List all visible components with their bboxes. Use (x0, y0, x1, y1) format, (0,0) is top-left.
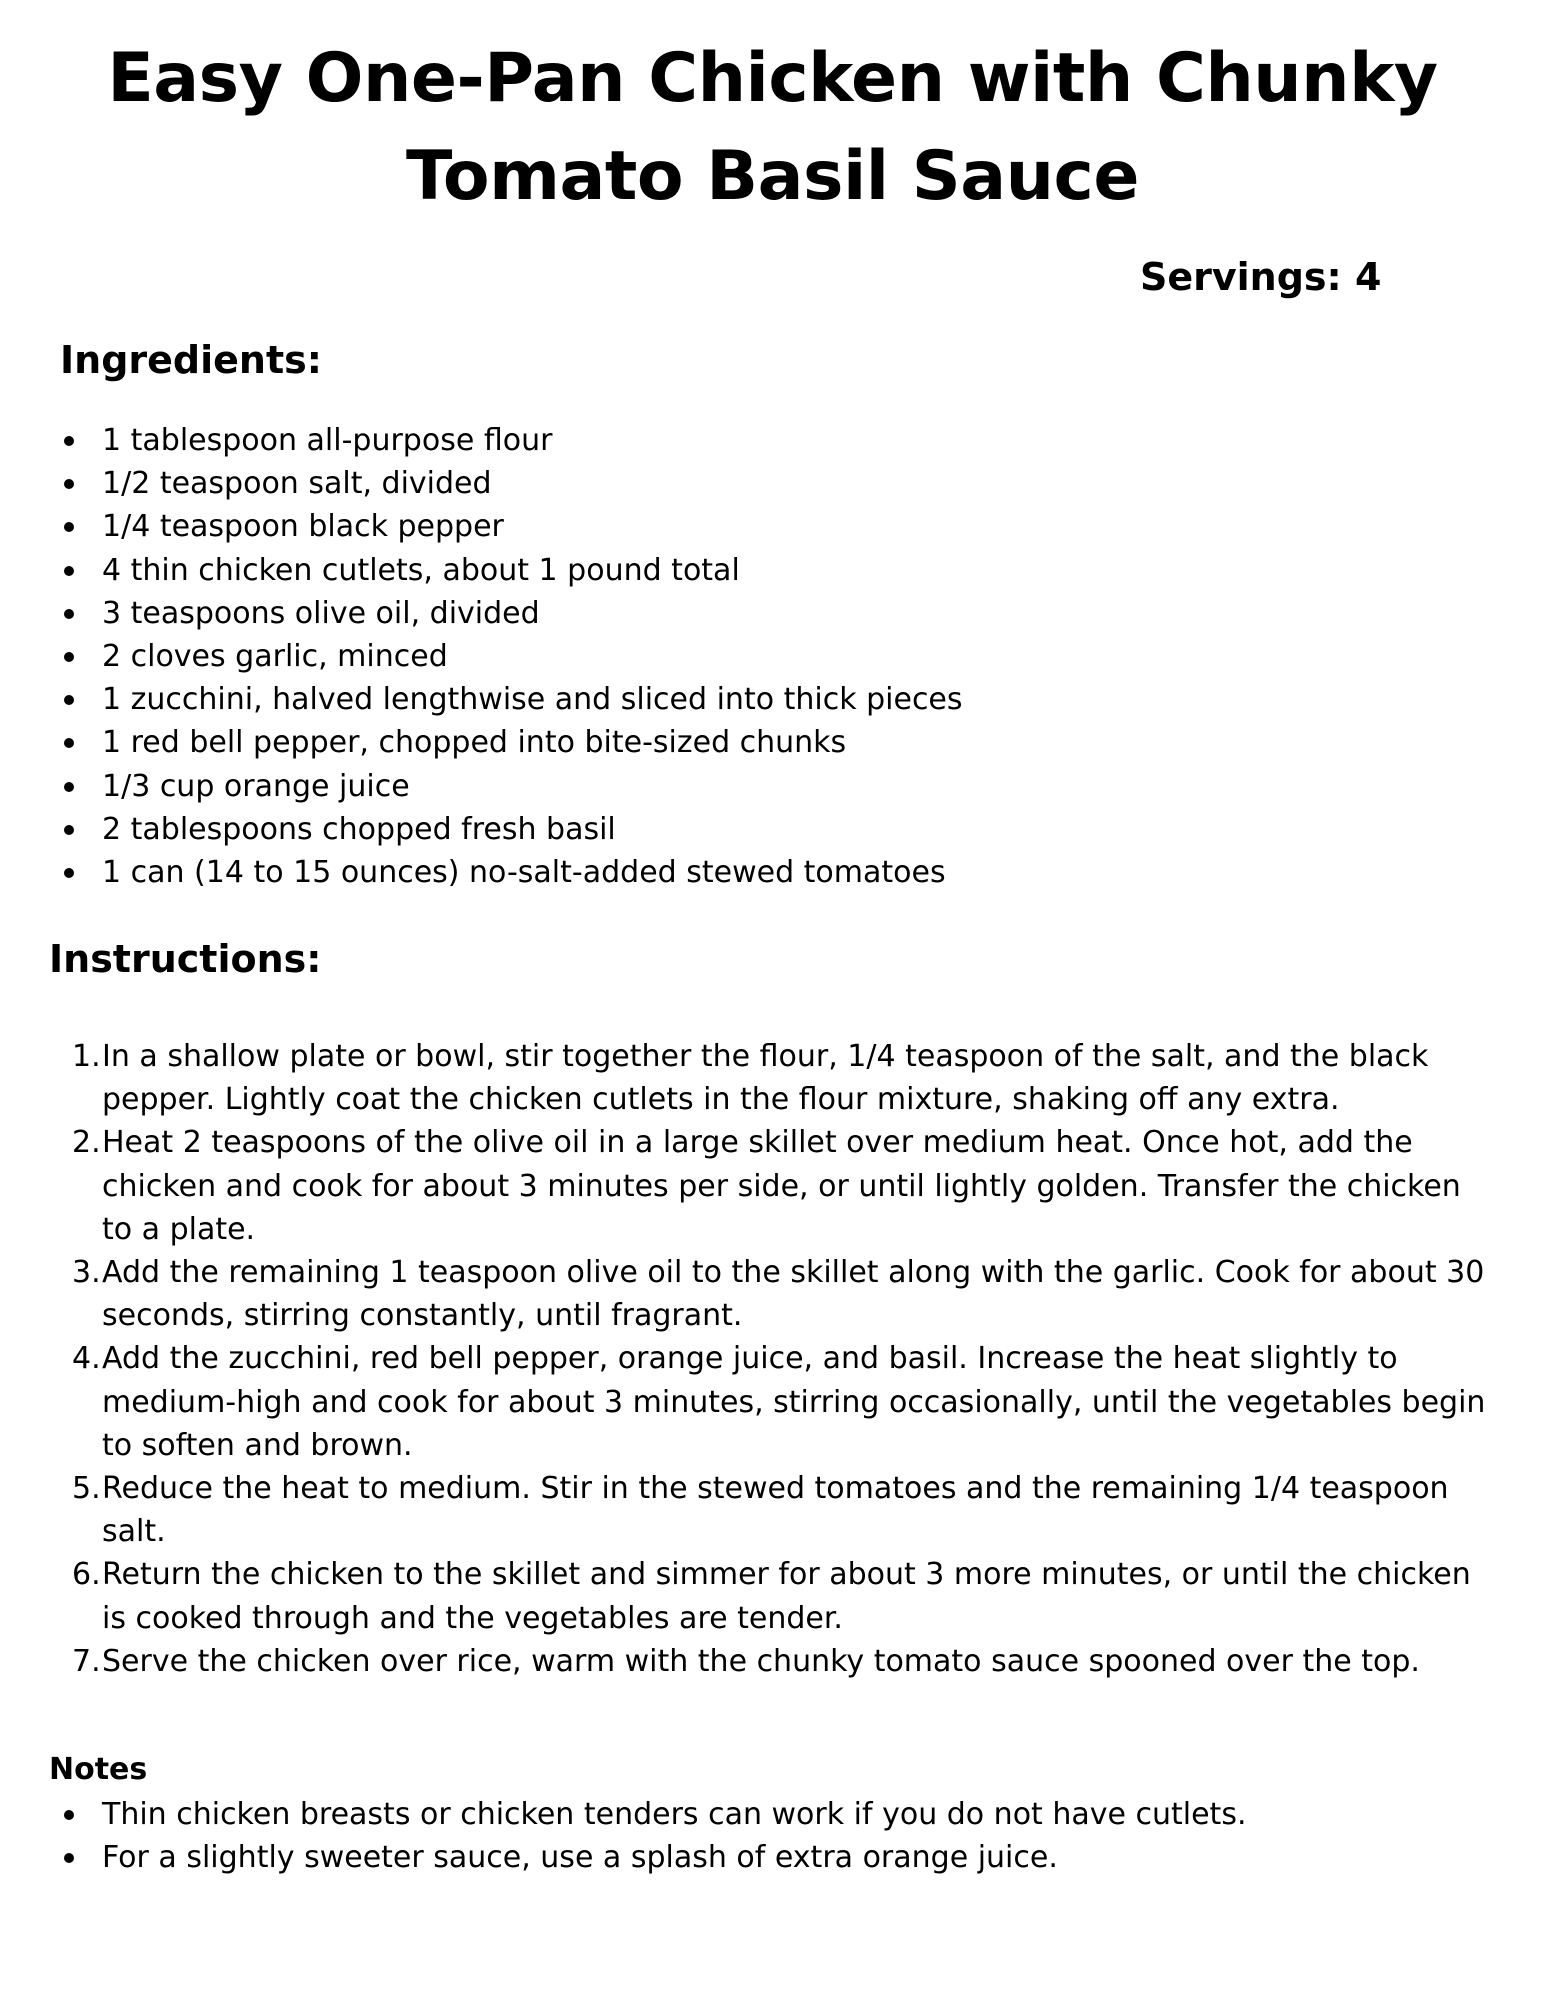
title-line-2: Tomato Basil Sauce (406, 137, 1139, 216)
step-number: 4. (72, 1341, 101, 1377)
title-line-1: Easy One-Pan Chicken with Chunky (107, 39, 1438, 118)
ingredient-item: 1 zucchini, halved lengthwise and sliced into thick pieces (0, 678, 963, 721)
instruction-step: 6. Return the chicken to the skillet and simmer for about 3 more minutes, or until the chicken is cooked through and the vegetables are tender. (0, 1553, 1500, 1639)
step-number: 2. (72, 1125, 101, 1161)
instruction-step: 7. Serve the chicken over rice, warm with the chunky tomato sauce spooned over the top. (0, 1640, 1500, 1683)
ingredients-heading: Ingredients: (60, 338, 322, 382)
note-item: For a slightly sweeter sauce, use a splash of extra orange juice. (0, 1836, 1246, 1879)
bullet-icon (64, 436, 74, 446)
bullet-icon (64, 868, 74, 878)
bullet-icon (64, 695, 74, 705)
step-number: 6. (72, 1557, 101, 1593)
instruction-step: 4. Add the zucchini, red bell pepper, orange juice, and basil. Increase the heat slightly to medium-high and cook for about 3 minutes, stirring occasionally, until the vegetables begin to soften and brown. (0, 1337, 1500, 1467)
bullet-icon (64, 566, 74, 576)
bullet-icon (64, 479, 74, 489)
ingredient-item: 1 tablespoon all-purpose flour (0, 419, 963, 462)
bullet-icon (64, 825, 74, 835)
note-item: Thin chicken breasts or chicken tenders can work if you do not have cutlets. (0, 1793, 1246, 1836)
instructions-list (0, 1035, 1500, 1683)
step-number: 7. (72, 1643, 101, 1679)
ingredients-list (0, 419, 963, 894)
instruction-step: 3. Add the remaining 1 teaspoon olive oil to the skillet along with the garlic. Cook for about 30 seconds, stirring constantly, until fragrant. (0, 1251, 1500, 1337)
ingredient-item: 1/4 teaspoon black pepper (0, 505, 963, 548)
ingredient-item: 1/3 cup orange juice (0, 765, 963, 808)
bullet-icon (64, 1810, 74, 1820)
notes-heading: Notes (49, 1752, 148, 1787)
bullet-icon (64, 609, 74, 619)
bullet-icon (64, 522, 74, 532)
recipe-title (0, 30, 1545, 226)
instruction-step: 5. Reduce the heat to medium. Stir in the stewed tomatoes and the remaining 1/4 teaspoon salt. (0, 1467, 1500, 1553)
step-number: 3. (72, 1255, 101, 1291)
ingredient-item: 2 tablespoons chopped fresh basil (0, 808, 963, 851)
notes-list (0, 1793, 1246, 1879)
instructions-heading: Instructions: (49, 937, 322, 981)
servings-label: Servings: 4 (1140, 255, 1382, 299)
ingredient-item: 1 red bell pepper, chopped into bite-sized chunks (0, 721, 963, 764)
ingredient-item: 4 thin chicken cutlets, about 1 pound total (0, 549, 963, 592)
ingredient-item: 2 cloves garlic, minced (0, 635, 963, 678)
bullet-icon (64, 782, 74, 792)
bullet-icon (64, 738, 74, 748)
ingredient-item: 3 teaspoons olive oil, divided (0, 592, 963, 635)
bullet-icon (64, 652, 74, 662)
bullet-icon (64, 1853, 74, 1863)
instruction-step: 1. In a shallow plate or bowl, stir together the flour, 1/4 teaspoon of the salt, and the black pepper. Lightly coat the chicken cutlets in the flour mixture, shaking off any extra. (0, 1035, 1500, 1121)
step-number: 1. (72, 1039, 101, 1074)
step-number: 5. (72, 1471, 101, 1507)
instruction-step: 2. Heat 2 teaspoons of the olive oil in a large skillet over medium heat. Once hot, add the chicken and cook for about 3 minutes per side, or until lightly golden. Transfer the chicken to a plate. (0, 1121, 1500, 1251)
ingredient-item: 1 can (14 to 15 ounces) no-salt-added stewed tomatoes (0, 851, 963, 894)
ingredient-item: 1/2 teaspoon salt, divided (0, 462, 963, 505)
